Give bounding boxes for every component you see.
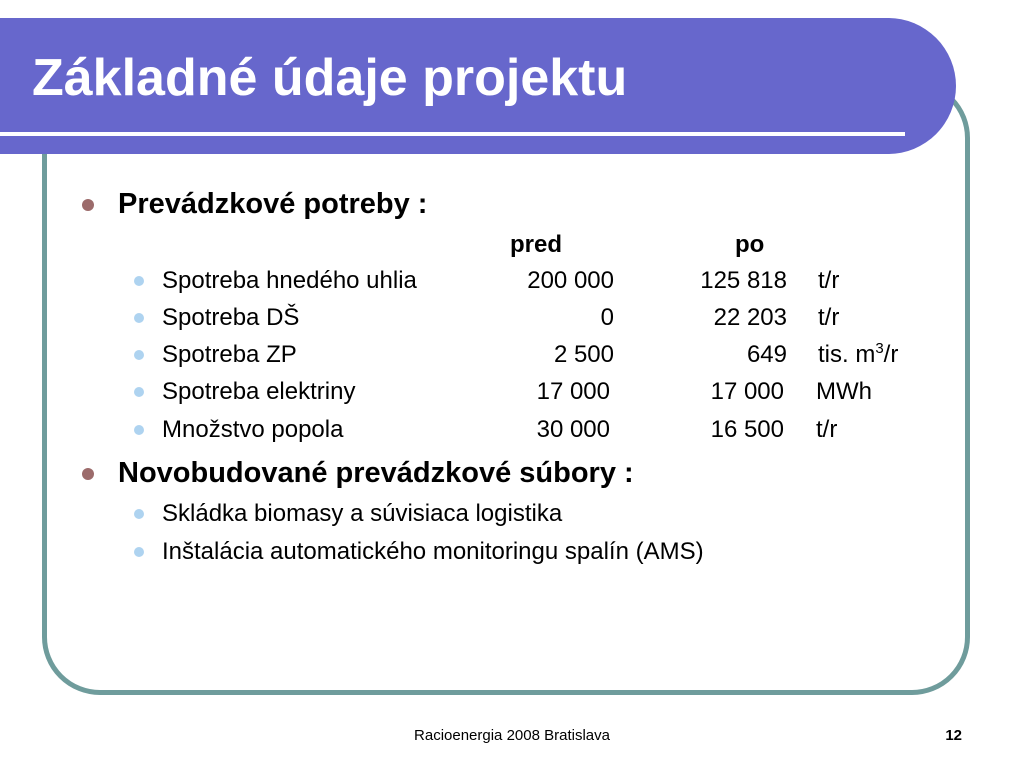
value-before: 30 000 bbox=[536, 416, 610, 443]
footer-text: Racioenergia 2008 Bratislava bbox=[414, 727, 610, 744]
value-after: 125 818 bbox=[700, 267, 787, 294]
unit: tis. $m^3/r$ bbox=[818, 340, 899, 368]
table-row bbox=[0, 375, 1024, 409]
value-after: 649 bbox=[746, 341, 787, 368]
value-before: 0 bbox=[600, 304, 614, 331]
bullet-icon bbox=[134, 276, 144, 286]
value-after: 16 500 bbox=[710, 416, 784, 443]
table-row bbox=[0, 301, 1024, 335]
value-after: 22 203 bbox=[713, 304, 787, 331]
value-before: 17 000 bbox=[536, 378, 610, 405]
unit: t/r bbox=[818, 267, 840, 294]
value-before: 200 000 bbox=[527, 267, 614, 294]
table-row bbox=[0, 338, 1024, 372]
table-row bbox=[0, 413, 1024, 447]
value-before: 2 500 bbox=[553, 341, 614, 368]
bullet-icon bbox=[134, 509, 144, 519]
row-label: Spotreba ZP bbox=[162, 341, 297, 368]
slide-title: Základné údaje projektu bbox=[32, 49, 628, 107]
bullet-icon bbox=[134, 313, 144, 323]
section-heading-operational-needs: Prevádzkové potreby : bbox=[118, 188, 428, 220]
row-label: Spotreba elektriny bbox=[162, 378, 356, 405]
page-number: 12 bbox=[945, 727, 962, 744]
row-label: Spotreba DŠ bbox=[162, 304, 300, 331]
column-header-before: pred bbox=[510, 231, 563, 258]
unit: t/r bbox=[816, 416, 838, 443]
bullet-icon bbox=[134, 547, 144, 557]
table-row bbox=[0, 264, 1024, 298]
bullet-icon bbox=[82, 199, 94, 211]
list-item: Skládka biomasy a súvisiaca logistika bbox=[162, 500, 563, 527]
unit: t/r bbox=[818, 304, 840, 331]
value-after: 17 000 bbox=[710, 378, 784, 405]
bullet-icon bbox=[82, 468, 94, 480]
bullet-icon bbox=[134, 387, 144, 397]
unit: MWh bbox=[816, 378, 872, 405]
row-label: Množstvo popola bbox=[162, 416, 344, 443]
row-label: Spotreba hnedého uhlia bbox=[162, 267, 417, 294]
list-item: Inštalácia automatického monitoringu spalín (AMS) bbox=[162, 538, 704, 565]
bullet-icon bbox=[134, 350, 144, 360]
title-underline bbox=[0, 132, 905, 136]
section-heading-new-facilities: Novobudované prevádzkové súbory : bbox=[118, 457, 634, 489]
column-header-after: po bbox=[735, 231, 765, 258]
bullet-icon bbox=[134, 425, 144, 435]
